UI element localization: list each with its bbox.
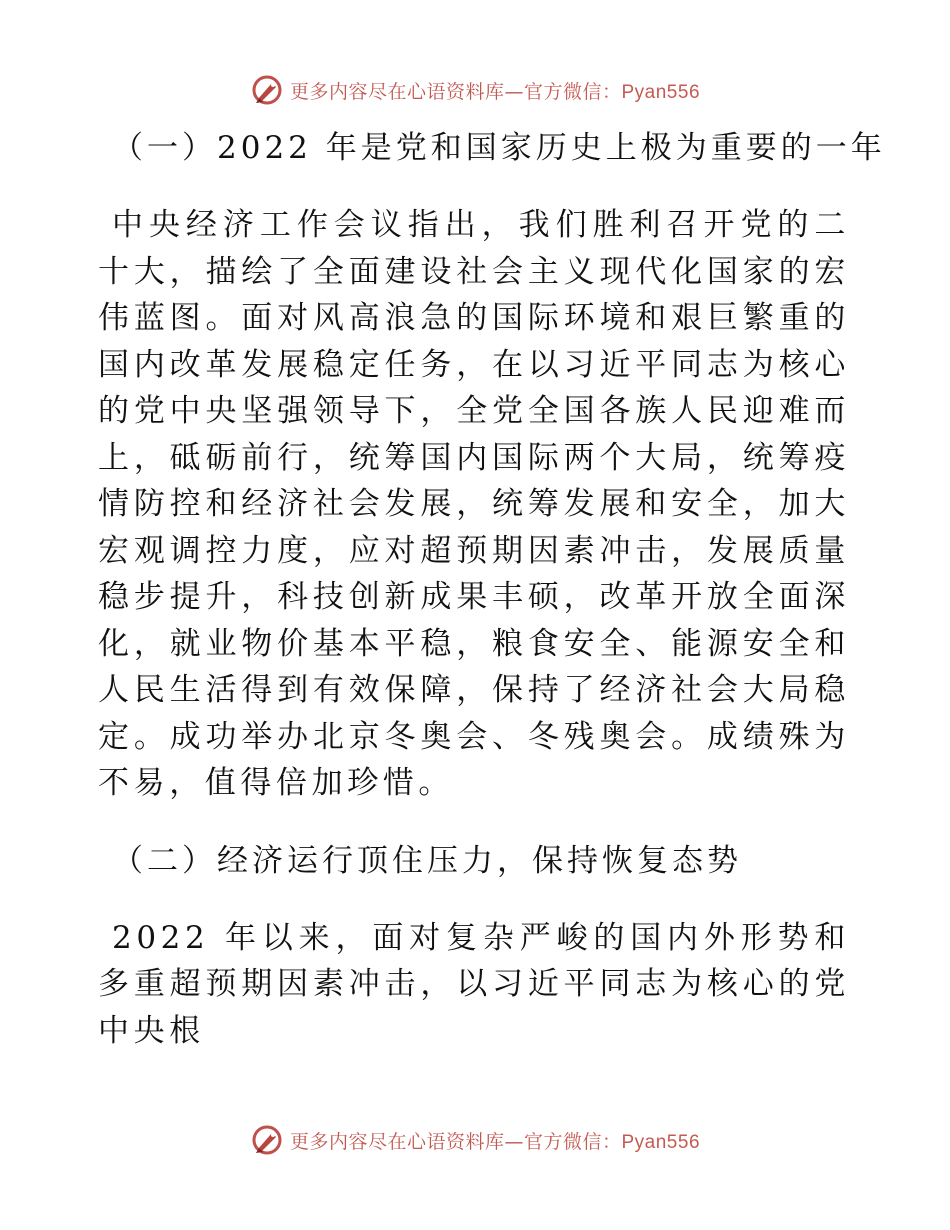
- pen-nib-logo-icon: [250, 73, 284, 107]
- watermark-text: [290, 1127, 700, 1154]
- header-watermark: [0, 70, 950, 110]
- section-heading-2: （二）经济运行顶住压力，保持恢复态势: [112, 842, 742, 879]
- pen-nib-logo-icon: [250, 1123, 284, 1157]
- section-heading-1: （一）2022 年是党和国家历史上极为重要的一年: [112, 130, 886, 166]
- watermark-site: 更多内容尽在心语资料库: [289, 1130, 505, 1153]
- watermark-text: [290, 77, 700, 104]
- watermark-separator: —: [504, 80, 524, 103]
- watermark-wechat: 官方微信：Pyan556: [524, 81, 701, 103]
- watermark-wechat: 官方微信：Pyan556: [524, 1131, 701, 1153]
- watermark-site: 更多内容尽在心语资料库: [289, 80, 505, 103]
- section-paragraph-1: 中央经济工作会议指出，我们胜利召开党的二十大，描绘了全面建设社会主义现代化国家的宏伟蓝图。面对风高浪急的国际环境和艰巨繁重的国内改革发展稳定任务，在以习近平同志为核心的党中央坚强领导下，全党全国各族人民迎难而上，砥砺前行，统筹国内国际两个大局，统筹疫情防控和经济社会发展，统筹发展和安全，加大宏观调控力度，应对超预期因素冲击，发展质量稳步提升，科技创新成果丰硕，改革开放全面深化，就业物价基本平稳，粮食安全、能源安全和人民生活得到有效保障，保持了经济社会大局稳定。成功举办北京冬奥会、冬残奥会。成绩殊为不易，值得倍加珍惜。: [98, 207, 850, 801]
- section-paragraph-2: 2022 年以来，面对复杂严峻的国内外形势和多重超预期因素冲击，以习近平同志为核心的党中央根: [98, 919, 850, 1049]
- watermark-separator: —: [504, 1130, 524, 1153]
- document-body: [98, 124, 886, 1054]
- footer-watermark: [0, 1120, 950, 1160]
